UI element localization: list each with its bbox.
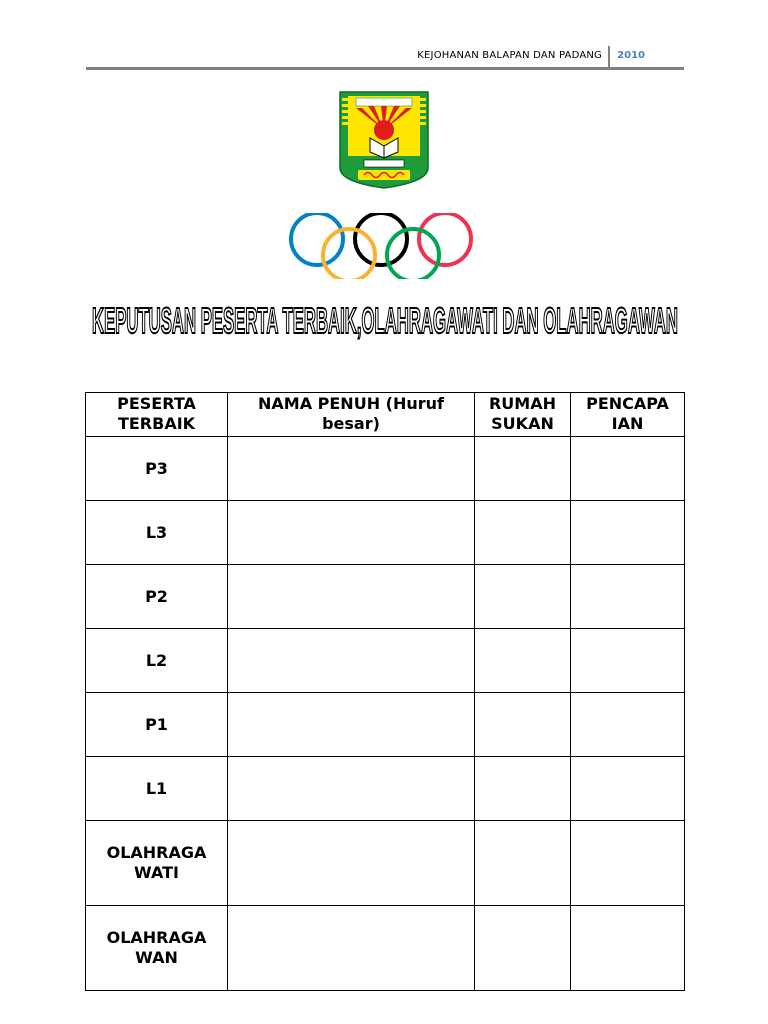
- row-label-olahragawan: OLAHRAGA WAN: [86, 906, 228, 991]
- header-title: KEJOHANAN BALAPAN DAN PADANG: [417, 50, 602, 61]
- row-label-olahragawati: OLAHRAGA WATI: [86, 821, 228, 906]
- column-header-nama-penuh: NAMA PENUH (Huruf besar): [228, 393, 475, 437]
- column-header-peserta-terbaik: PESERTA TERBAIK: [86, 393, 228, 437]
- table-row: [86, 821, 685, 906]
- achievement-cell[interactable]: [571, 693, 685, 757]
- document-title-text: KEPUTUSAN PESERTA TERBAIK,OLAHRAGAWATI DAN OLAHRAGAWAN: [92, 300, 678, 340]
- achievement-cell[interactable]: [571, 821, 685, 906]
- achievement-cell[interactable]: [571, 565, 685, 629]
- header-separator: [608, 46, 610, 67]
- house-cell[interactable]: [475, 629, 571, 693]
- row-label-p1: P1: [86, 693, 228, 757]
- results-table: [85, 392, 685, 991]
- row-label-l3: L3: [86, 501, 228, 565]
- achievement-cell[interactable]: [571, 906, 685, 991]
- row-label-p2: P2: [86, 565, 228, 629]
- house-cell[interactable]: [475, 437, 571, 501]
- achievement-cell[interactable]: [571, 501, 685, 565]
- header-year: 2010: [617, 50, 645, 61]
- house-cell[interactable]: [475, 693, 571, 757]
- house-cell[interactable]: [475, 565, 571, 629]
- table-row: [86, 437, 685, 501]
- table-row: [86, 565, 685, 629]
- school-crest-logo: [334, 86, 434, 190]
- table-row: [86, 629, 685, 693]
- name-cell[interactable]: [228, 757, 475, 821]
- olympic-rings-logo: [283, 213, 483, 279]
- house-cell[interactable]: [475, 757, 571, 821]
- name-cell[interactable]: [228, 821, 475, 906]
- achievement-cell[interactable]: [571, 629, 685, 693]
- house-cell[interactable]: [475, 906, 571, 991]
- header-rule: [86, 67, 684, 70]
- name-cell[interactable]: [228, 693, 475, 757]
- table-header-row: [86, 393, 685, 437]
- table-row: [86, 693, 685, 757]
- achievement-cell[interactable]: [571, 757, 685, 821]
- column-header-rumah-sukan: RUMAH SUKAN: [475, 393, 571, 437]
- achievement-cell[interactable]: [571, 437, 685, 501]
- row-label-p3: P3: [86, 437, 228, 501]
- house-cell[interactable]: [475, 821, 571, 906]
- house-cell[interactable]: [475, 501, 571, 565]
- name-cell[interactable]: [228, 629, 475, 693]
- row-label-l2: L2: [86, 629, 228, 693]
- name-cell[interactable]: [228, 501, 475, 565]
- name-cell[interactable]: [228, 565, 475, 629]
- column-header-pencapaian: PENCAPA IAN: [571, 393, 685, 437]
- document-title: [86, 300, 684, 340]
- row-label-l1: L1: [86, 757, 228, 821]
- table-row: [86, 501, 685, 565]
- table-row: [86, 757, 685, 821]
- table-row: [86, 906, 685, 991]
- name-cell[interactable]: [228, 437, 475, 501]
- name-cell[interactable]: [228, 906, 475, 991]
